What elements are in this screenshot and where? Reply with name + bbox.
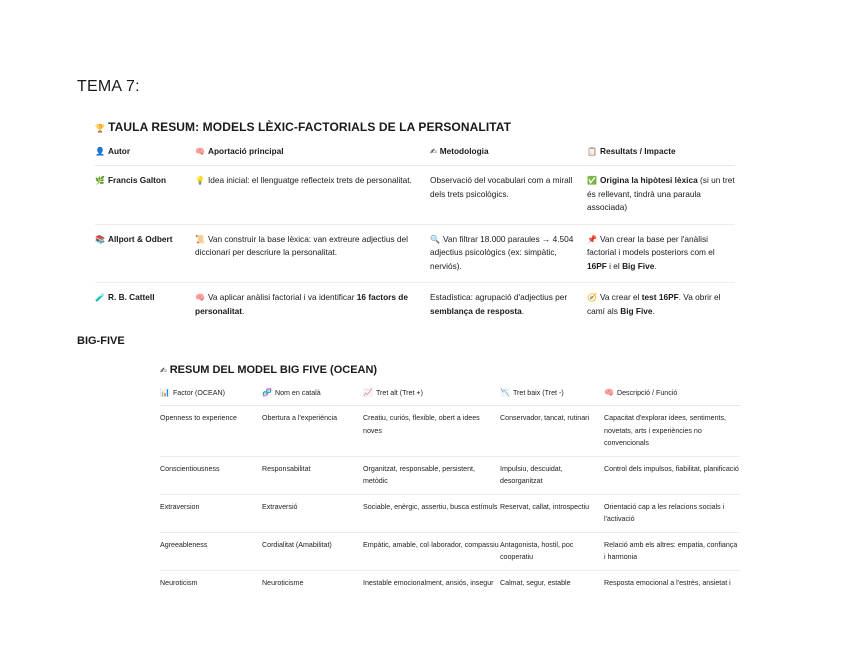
header-aportacio: 🧠 Aportació principal bbox=[195, 143, 430, 166]
header-tret-alt: 📈 Tret alt (Tret +) bbox=[363, 385, 500, 406]
cell-contribution: 📜 Van construir la base lèxica: van extreure adjectius del diccionari per descriure la personalitat. bbox=[195, 224, 430, 283]
check-icon: ✅ bbox=[587, 176, 597, 185]
cell-factor: Neuroticism bbox=[160, 578, 198, 587]
cell-methodology: 🔍 Van filtrar 18.000 paraules → 4.504 adjectius psicològics (ex: simpàtic, nerviós). bbox=[430, 224, 587, 283]
cell-baix: Calmat, segur, estable bbox=[500, 578, 571, 587]
cell-alt: Inestable emocionalment, ansiós, insegur bbox=[363, 578, 494, 587]
table-row bbox=[95, 283, 735, 328]
brain-icon: 🧠 bbox=[604, 388, 614, 397]
table-row bbox=[160, 456, 740, 494]
hand-icon: ✍ bbox=[160, 366, 167, 375]
cell-alt: Creatiu, curiós, flexible, obert a idees noves bbox=[363, 406, 500, 457]
cell-baix: Impulsiu, descuidat, desorganitzat bbox=[500, 456, 604, 494]
cell-factor: Extraversion bbox=[160, 494, 262, 532]
page-bottom-mask bbox=[150, 588, 750, 655]
cell-catala: Responsabilitat bbox=[262, 456, 363, 494]
cell-baix: Reservat, callat, introspectiu bbox=[500, 494, 604, 532]
big-five-table-title bbox=[160, 364, 377, 376]
cell-catala: Cordialitat (Amabilitat) bbox=[262, 532, 363, 570]
chart-icon: 📊 bbox=[160, 388, 170, 397]
flask-icon: 🧪 bbox=[95, 293, 105, 302]
cell-alt: Empàtic, amable, col·laborador, compassiu bbox=[363, 532, 500, 570]
pen-icon: ✍ bbox=[430, 147, 437, 156]
big-five-table-title-text: RESUM DEL MODEL BIG FIVE (OCEAN) bbox=[169, 364, 378, 376]
cell-contribution: 💡 Idea inicial: el llenguatge reflecteix trets de personalitat. bbox=[195, 166, 430, 225]
brain-icon: 🧠 bbox=[195, 147, 205, 156]
cell-alt: Organitzat, responsable, persistent, metòdic bbox=[363, 456, 500, 494]
books-icon: 📚 bbox=[95, 234, 105, 244]
pin-icon: 📌 bbox=[587, 234, 597, 244]
scroll-icon: 📜 bbox=[195, 234, 205, 244]
chart-up-icon: 📈 bbox=[363, 388, 373, 397]
header-autor: 👤 Autor bbox=[95, 143, 195, 166]
trophy-icon: 🏆 bbox=[95, 124, 106, 133]
cell-result: 🧭 Va crear el test 16PF. Va obrir el camí als Big Five. bbox=[587, 292, 721, 316]
cell-author: 🧪 R. B. Cattell bbox=[95, 283, 195, 328]
brain-icon: 🧠 bbox=[195, 293, 205, 302]
lightbulb-icon: 💡 bbox=[195, 176, 205, 185]
cell-factor: Agreeableness bbox=[160, 532, 262, 570]
cell-result: ✅ Origina la hipòtesi lèxica (si un tret és rellevant, tindrà una paraula associada) bbox=[587, 166, 735, 225]
leaf-icon: 🌿 bbox=[95, 176, 105, 185]
cell-result: 📌 Van crear la base per l'anàlisi factorial i models posteriors com el 16PF i el Big Five. bbox=[587, 224, 735, 283]
table-header-row bbox=[95, 143, 735, 166]
magnifier-icon: 🔍 bbox=[430, 234, 440, 244]
clipboard-icon: 📋 bbox=[587, 147, 597, 156]
cell-methodology: Observació del vocabulari com a mirall dels trets psicològics. bbox=[430, 166, 587, 225]
cell-methodology: Estadística: agrupació d'adjectius per semblança de resposta. bbox=[430, 292, 568, 316]
cell-factor: Openness to experience bbox=[160, 406, 262, 457]
header-descripcio: 🧠 Descripció / Funció bbox=[604, 385, 740, 406]
big-five-table bbox=[160, 385, 740, 608]
lexical-models-table bbox=[95, 143, 735, 327]
compass-icon: 🧭 bbox=[587, 293, 597, 302]
dna-icon: 🧬 bbox=[262, 388, 272, 397]
cell-factor: Conscientiousness bbox=[160, 456, 262, 494]
cell-contribution: 🧠 Va aplicar anàlisi factorial i va identificar 16 factors de personalitat. bbox=[195, 292, 408, 316]
cell-alt: Sociable, enèrgic, assertiu, busca estímuls bbox=[363, 494, 500, 532]
header-resultats: 📋 Resultats / Impacte bbox=[587, 143, 735, 166]
cell-catala: Neuroticisme bbox=[262, 578, 304, 587]
summary-table-title-text: TAULA RESUM: MODELS LÈXIC-FACTORIALS DE LA PERSONALITAT bbox=[108, 120, 512, 134]
cell-baix: Antagonista, hostil, poc cooperatiu bbox=[500, 532, 604, 570]
header-factor: 📊 Factor (OCEAN) bbox=[160, 385, 262, 406]
summary-table-title bbox=[95, 120, 511, 134]
cell-catala: Obertura a l'experiència bbox=[262, 406, 363, 457]
page-heading: TEMA 7: bbox=[77, 78, 140, 95]
header-nom: 🧬 Nom en català bbox=[262, 385, 363, 406]
section-heading-big-five: BIG-FIVE bbox=[77, 335, 125, 347]
cell-desc: Control dels impulsos, fiabilitat, planificació bbox=[604, 456, 740, 494]
chart-down-icon: 📉 bbox=[500, 388, 510, 397]
table-row bbox=[160, 494, 740, 532]
table-header-row bbox=[160, 385, 740, 406]
table-row bbox=[95, 166, 735, 225]
header-tret-baix: 📉 Tret baix (Tret -) bbox=[500, 385, 604, 406]
cell-catala: Extraversió bbox=[262, 494, 363, 532]
header-metodologia: ✍ Metodologia bbox=[430, 143, 587, 166]
table-row bbox=[160, 532, 740, 570]
person-icon: 👤 bbox=[95, 147, 105, 156]
cell-baix: Conservador, tancat, rutinari bbox=[500, 406, 604, 457]
cell-author: 📚 Allport & Odbert bbox=[95, 224, 195, 283]
cell-desc: Relació amb els altres: empatia, confiança i harmonia bbox=[604, 532, 740, 570]
table-row bbox=[95, 224, 735, 283]
cell-author: 🌿 Francis Galton bbox=[95, 166, 195, 225]
cell-desc: Orientació cap a les relacions socials i l'activació bbox=[604, 494, 740, 532]
cell-desc: Capacitat d'explorar idees, sentiments, novetats, arts i experiències no convencionals bbox=[604, 406, 740, 457]
cell-desc: Resposta emocional a l'estrès, ansietat i bbox=[604, 578, 731, 587]
table-row bbox=[160, 406, 740, 457]
